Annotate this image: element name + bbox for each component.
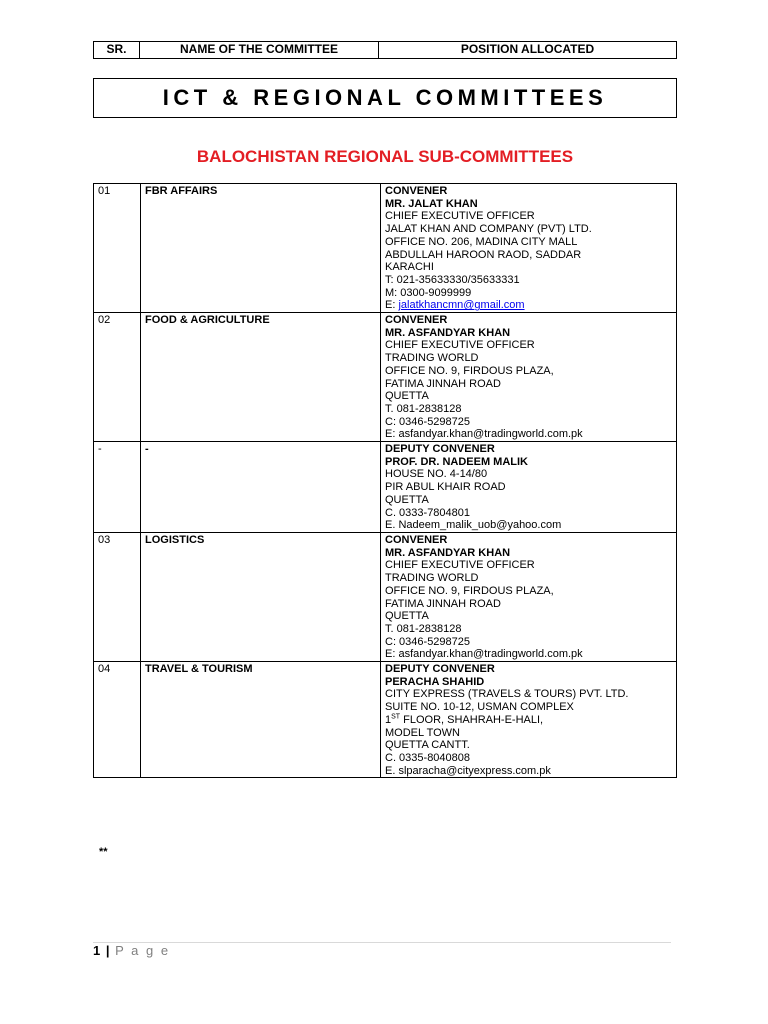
position-line: CHIEF EXECUTIVE OFFICER: [385, 210, 535, 223]
position-line: TRADING WORLD: [385, 352, 479, 365]
position-line: C: 0346-5298725: [385, 635, 471, 648]
position-person: MR. ASFANDYAR KHAN: [385, 546, 511, 559]
table-row: [94, 442, 677, 533]
position-line: CHIEF EXECUTIVE OFFICER: [385, 339, 535, 352]
position-line: T. 081-2838128: [385, 402, 462, 415]
position-role: CONVENER: [385, 185, 448, 197]
table-row: [94, 184, 677, 313]
floor-ordinal: ST: [391, 713, 401, 721]
row-committee-name: TRAVEL & TOURISM: [141, 662, 381, 778]
position-line: E: asfandyar.khan@tradingworld.com.pk: [385, 648, 583, 661]
position-line: QUETTA: [385, 493, 429, 506]
floor-number: 1: [385, 713, 392, 726]
row-position: [381, 442, 677, 533]
position-email: [385, 299, 672, 312]
position-line: CHIEF EXECUTIVE OFFICER: [385, 559, 535, 572]
email-prefix: E:: [385, 299, 399, 312]
row-position: [381, 184, 677, 313]
position-line: C. 0335-8040808: [385, 751, 471, 764]
committee-table: [93, 183, 677, 778]
position-line: KARACHI: [385, 261, 434, 274]
position-line: HOUSE NO. 4-14/80: [385, 468, 488, 481]
row-sr: -: [94, 442, 141, 533]
position-line: T: 021-35633330/35633331: [385, 273, 520, 286]
header-sr: SR.: [94, 42, 140, 58]
position-line: ABDULLAH HAROON RAOD, SADDAR: [385, 248, 582, 261]
position-person: PERACHA SHAHID: [385, 675, 485, 688]
position-role: CONVENER: [385, 314, 448, 327]
header-committee-name: NAME OF THE COMMITTEE: [140, 42, 379, 58]
page-footer: [93, 943, 170, 959]
row-position: [381, 662, 677, 778]
section-subtitle: BALOCHISTAN REGIONAL SUB-COMMITTEES: [196, 147, 574, 166]
position-person: MR. JALAT KHAN: [385, 197, 478, 210]
row-sr: 02: [94, 313, 141, 442]
email-link[interactable]: jalatkhancmn@gmail.com: [398, 299, 525, 312]
row-sr: 03: [94, 532, 141, 661]
position-line: FATIMA JINNAH ROAD: [385, 597, 501, 610]
position-line: FATIMA JINNAH ROAD: [385, 377, 501, 390]
floor-rest: FLOOR, SHAHRAH-E-HALI,: [400, 713, 544, 726]
position-role: DEPUTY CONVENER: [385, 443, 495, 456]
table-row: [94, 662, 677, 778]
position-line: E. slparacha@cityexpress.com.pk: [385, 764, 551, 777]
position-person: MR. ASFANDYAR KHAN: [385, 326, 511, 339]
table-row: [94, 313, 677, 442]
page-title: ICT & REGIONAL COMMITTEES: [93, 78, 677, 118]
column-header-table: [93, 41, 677, 59]
table-row: [94, 532, 677, 661]
position-line: QUETTA: [385, 390, 429, 403]
row-committee-name: FBR AFFAIRS: [141, 184, 381, 313]
position-role: DEPUTY CONVENER: [385, 663, 495, 676]
position-line: CITY EXPRESS (TRAVELS & TOURS) PVT. LTD.: [385, 688, 629, 701]
position-line: T. 081-2838128: [385, 622, 462, 635]
position-line: TRADING WORLD: [385, 572, 479, 585]
position-line: QUETTA CANTT.: [385, 739, 470, 752]
row-committee-name: LOGISTICS: [141, 532, 381, 661]
position-line: PIR ABUL KHAIR ROAD: [385, 481, 506, 494]
footer-divider: [93, 942, 671, 943]
row-position: [381, 313, 677, 442]
position-line: E: asfandyar.khan@tradingworld.com.pk: [385, 428, 583, 441]
position-line: E. Nadeem_malik_uob@yahoo.com: [385, 519, 562, 532]
position-role: CONVENER: [385, 533, 448, 546]
position-line: MODEL TOWN: [385, 726, 460, 739]
page-label: P a g e: [115, 943, 171, 958]
position-person: PROF. DR. NADEEM MALIK: [385, 455, 528, 468]
footer-separator: |: [105, 943, 110, 958]
header-position: POSITION ALLOCATED: [460, 42, 595, 56]
position-line: M: 0300-9099999: [385, 286, 472, 299]
position-floor-line: [385, 714, 672, 727]
row-sr: 04: [94, 662, 141, 778]
position-line: OFFICE NO. 206, MADINA CITY MALL: [385, 235, 578, 248]
position-line: QUETTA: [385, 610, 429, 623]
page-number: 1: [93, 943, 101, 958]
row-sr: 01: [94, 184, 141, 313]
position-line: C: 0346-5298725: [385, 415, 471, 428]
position-line: OFFICE NO. 9, FIRDOUS PLAZA,: [385, 584, 554, 597]
position-line: SUITE NO. 10-12, USMAN COMPLEX: [385, 701, 574, 714]
row-position: [381, 532, 677, 661]
row-committee-name: -: [141, 442, 381, 533]
row-committee-name: FOOD & AGRICULTURE: [141, 313, 381, 442]
footnote-marker: **: [99, 846, 108, 858]
position-line: JALAT KHAN AND COMPANY (PVT) LTD.: [385, 223, 592, 236]
position-line: OFFICE NO. 9, FIRDOUS PLAZA,: [385, 364, 554, 377]
position-line: C. 0333-7804801: [385, 506, 471, 519]
